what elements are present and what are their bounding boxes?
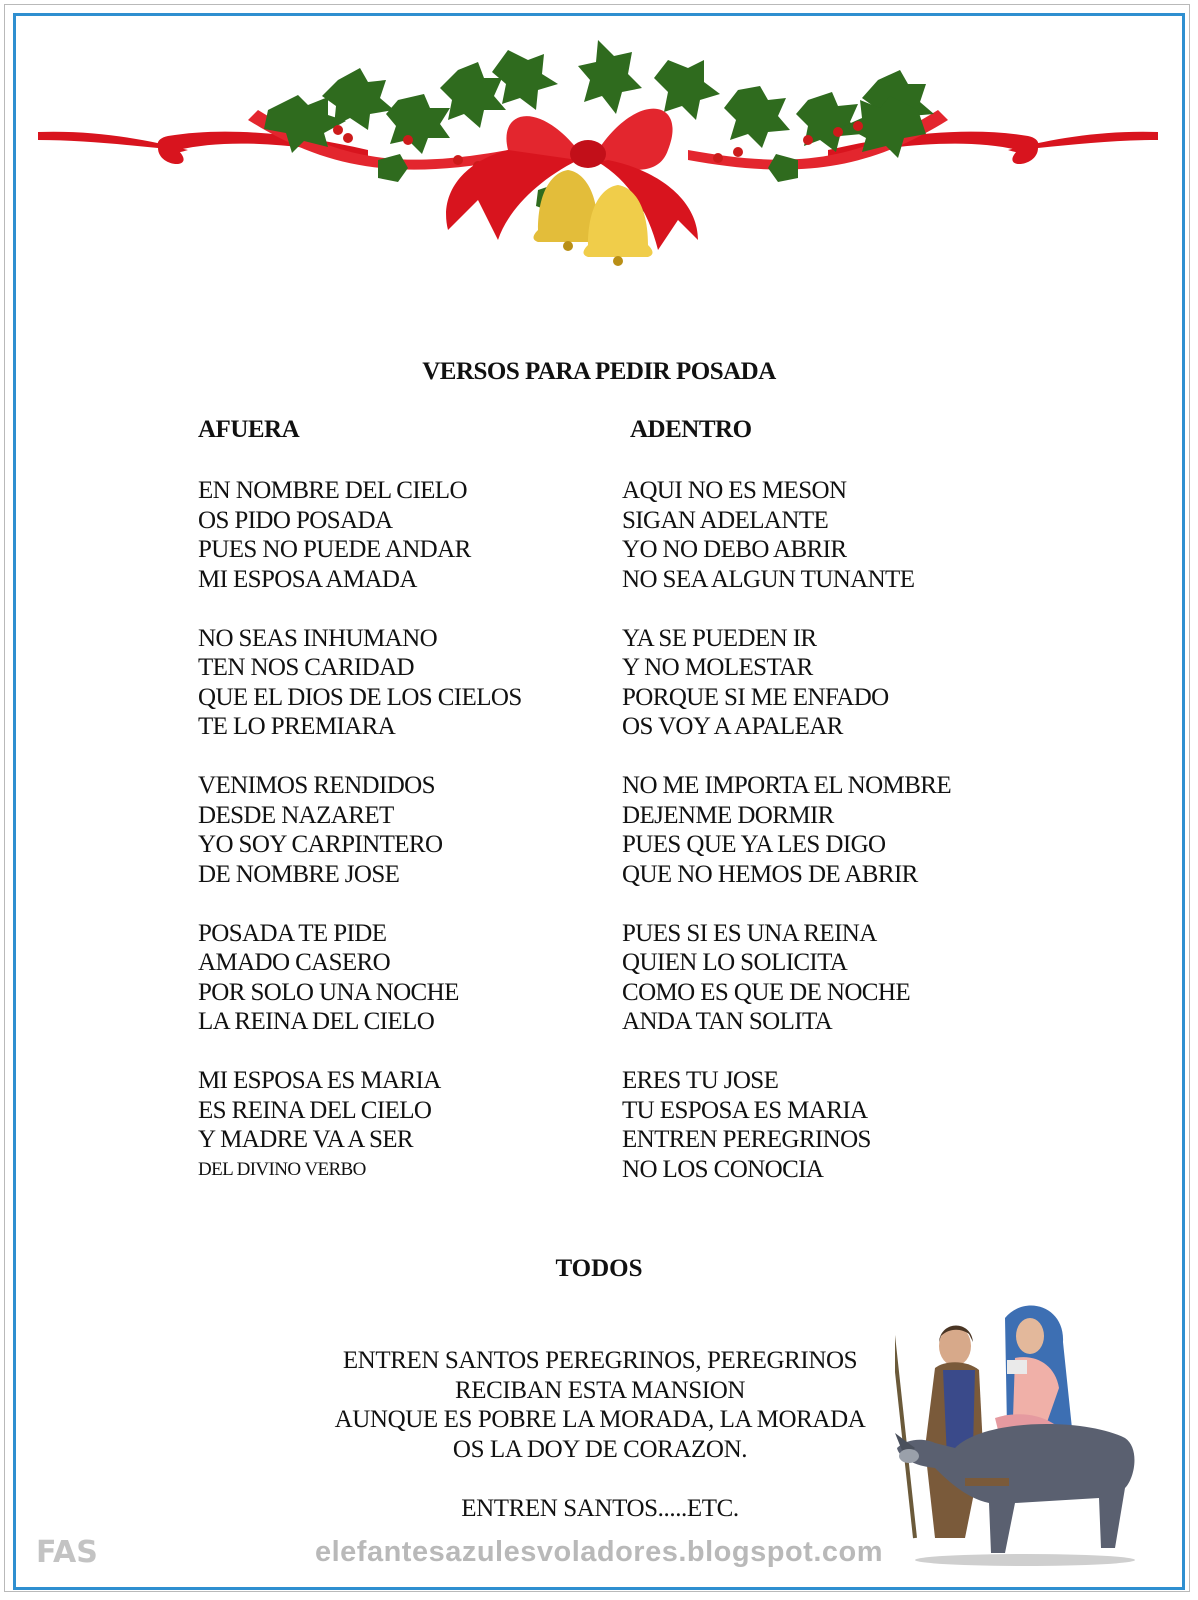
verse-line: PORQUE SI ME ENFADO (622, 683, 889, 711)
verse-line: OS PIDO POSADA (198, 506, 393, 534)
verse-line: NO SEAS INHUMANO (198, 624, 438, 652)
left-stanza (198, 919, 522, 1037)
right-verses (622, 476, 951, 1214)
verse-line: NO SEA ALGUN TUNANTE (622, 565, 915, 593)
verse-line: POSADA TE PIDE (198, 919, 387, 947)
verse-line: ANDA TAN SOLITA (622, 1008, 833, 1035)
verse-line: TE LO PREMIARA (198, 713, 396, 740)
verse-line: Y NO MOLESTAR (622, 654, 813, 681)
verse-line: QUE EL DIOS DE LOS CIELOS (198, 683, 522, 711)
christmas-garland-image (38, 40, 1158, 280)
fas-logo-text: FAS (36, 1535, 98, 1568)
verse-line: VENIMOS RENDIDOS (198, 772, 435, 799)
right-stanza (622, 919, 951, 1037)
page-title: VERSOS PARA PEDIR POSADA (422, 358, 776, 385)
chorus-line: ENTREN SANTOS PEREGRINOS, PEREGRINOS (342, 1347, 858, 1374)
verse-line: QUIEN LO SOLICITA (622, 949, 848, 976)
verse-line: PUES SI ES UNA REINA (622, 919, 877, 947)
right-column-heading: ADENTRO (630, 416, 752, 443)
verse-line: MI ESPOSA AMADA (198, 565, 417, 593)
left-stanza (198, 771, 522, 889)
left-stanza (198, 1066, 522, 1184)
verse-line: ES REINA DEL CIELO (198, 1096, 432, 1124)
right-stanza (622, 476, 951, 594)
chorus-line: OS LA DOY DE CORAZON. (452, 1435, 748, 1463)
verse-line: ERES TU JOSE (622, 1067, 779, 1094)
left-stanza (198, 476, 522, 594)
left-verses (198, 476, 522, 1214)
todos-heading: TODOS (555, 1255, 643, 1282)
left-column-heading: AFUERA (198, 416, 300, 443)
verse-line: POR SOLO UNA NOCHE (198, 978, 459, 1006)
right-stanza (622, 771, 951, 889)
verse-line: YO SOY CARPINTERO (198, 831, 443, 858)
left-stanza (198, 624, 522, 742)
holy-family-donkey-image (895, 1298, 1155, 1568)
verse-line: DE NOMBRE JOSE (198, 860, 400, 888)
verse-line: YO NO DEBO ABRIR (622, 536, 847, 563)
verse-line: DEL DIVINO VERBO (198, 1158, 366, 1180)
verse-line: NO ME IMPORTA EL NOMBRE (622, 772, 952, 799)
verse-line: SIGAN ADELANTE (622, 506, 829, 534)
chorus-end: ENTREN SANTOS.....ETC. (461, 1494, 739, 1522)
right-stanza (622, 1066, 951, 1184)
verse-line: LA REINA DEL CIELO (198, 1008, 435, 1035)
verse-line: Y MADRE VA A SER (198, 1126, 414, 1153)
verse-line: OS VOY A APALEAR (622, 713, 843, 740)
fas-logo (34, 1532, 104, 1568)
verse-line: TEN NOS CARIDAD (198, 654, 415, 681)
verse-line: EN NOMBRE DEL CIELO (198, 477, 467, 504)
verse-line: QUE NO HEMOS DE ABRIR (622, 860, 918, 888)
blog-watermark: elefantesazulesvoladores.blogspot.com (314, 1536, 884, 1568)
right-stanza (622, 624, 951, 742)
verse-line: PUES NO PUEDE ANDAR (198, 536, 471, 563)
verse-line: PUES QUE YA LES DIGO (622, 831, 886, 858)
verse-line: DESDE NAZARET (198, 801, 394, 829)
verse-line: TU ESPOSA ES MARIA (622, 1096, 868, 1124)
verse-line: MI ESPOSA ES MARIA (198, 1067, 441, 1094)
verse-line: ENTREN PEREGRINOS (622, 1126, 871, 1153)
verse-line: AMADO CASERO (198, 949, 391, 976)
chorus-block (300, 1346, 900, 1523)
verse-line: YA SE PUEDEN IR (622, 624, 817, 652)
chorus-line: RECIBAN ESTA MANSION (454, 1376, 746, 1404)
verse-line: AQUI NO ES MESON (622, 477, 847, 504)
verse-line: NO LOS CONOCIA (622, 1155, 824, 1183)
verse-line: DEJENME DORMIR (622, 801, 834, 829)
verse-line: COMO ES QUE DE NOCHE (622, 978, 911, 1006)
chorus-line: AUNQUE ES POBRE LA MORADA, LA MORADA (334, 1406, 866, 1433)
